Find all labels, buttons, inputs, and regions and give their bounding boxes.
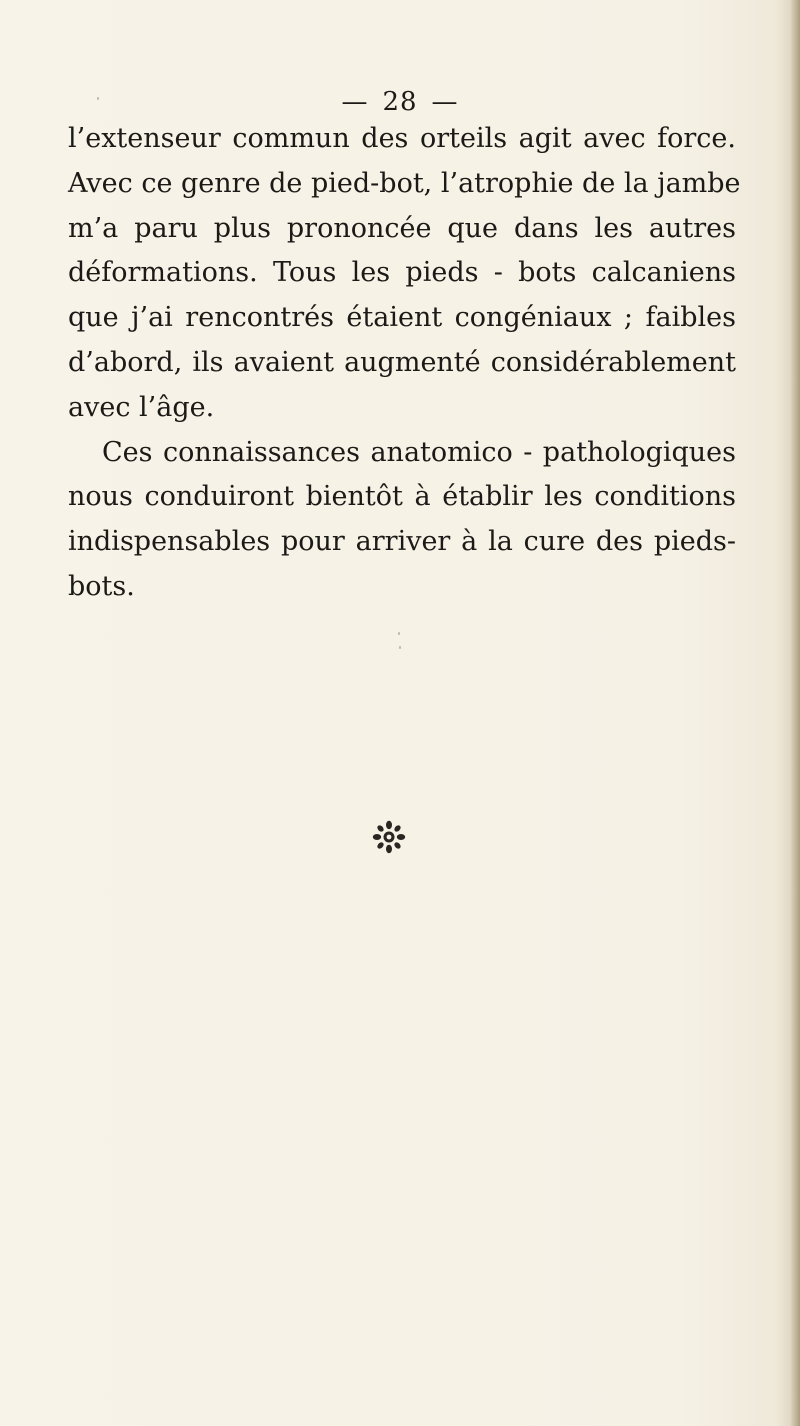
page-number-header bbox=[0, 86, 800, 118]
paper-speck bbox=[398, 632, 400, 635]
folio-dash-right: — bbox=[431, 87, 459, 117]
text-line: déformations. Tous les pieds - bots calcaniens bbox=[68, 257, 736, 289]
folio-dash-left: — bbox=[341, 87, 369, 117]
text-line: l’extenseur commun des orteils agit avec force. bbox=[68, 123, 736, 154]
text-line: indispensables pour arriver à la cure des pieds- bbox=[68, 526, 736, 558]
text-line-last: bots. bbox=[68, 570, 135, 602]
text-line: Avec ce genre de pied-bot, l’atrophie de la jambe bbox=[68, 167, 741, 199]
text-line: nous conduiront bientôt à établir les conditions bbox=[68, 481, 736, 513]
text-line: que j’ai rencontrés étaient congéniaux ; faibles bbox=[68, 302, 736, 334]
text-line: m’a paru plus prononcée que dans les autres bbox=[68, 212, 736, 244]
text-line-indented: Ces connaissances anatomico - pathologiques bbox=[102, 436, 736, 468]
page-number: 28 bbox=[382, 87, 418, 117]
text-line-last: avec l’âge. bbox=[68, 391, 215, 423]
printers-fleuron-icon bbox=[372, 820, 406, 854]
paragraph-2 bbox=[68, 431, 736, 610]
paper-speck bbox=[399, 646, 401, 649]
paper-speck bbox=[97, 97, 99, 100]
paragraph-1 bbox=[68, 117, 741, 431]
page-edge-shadow bbox=[790, 0, 800, 1426]
text-line: d’abord, ils avaient augmenté considérablement bbox=[68, 346, 736, 378]
body-text bbox=[68, 117, 741, 610]
